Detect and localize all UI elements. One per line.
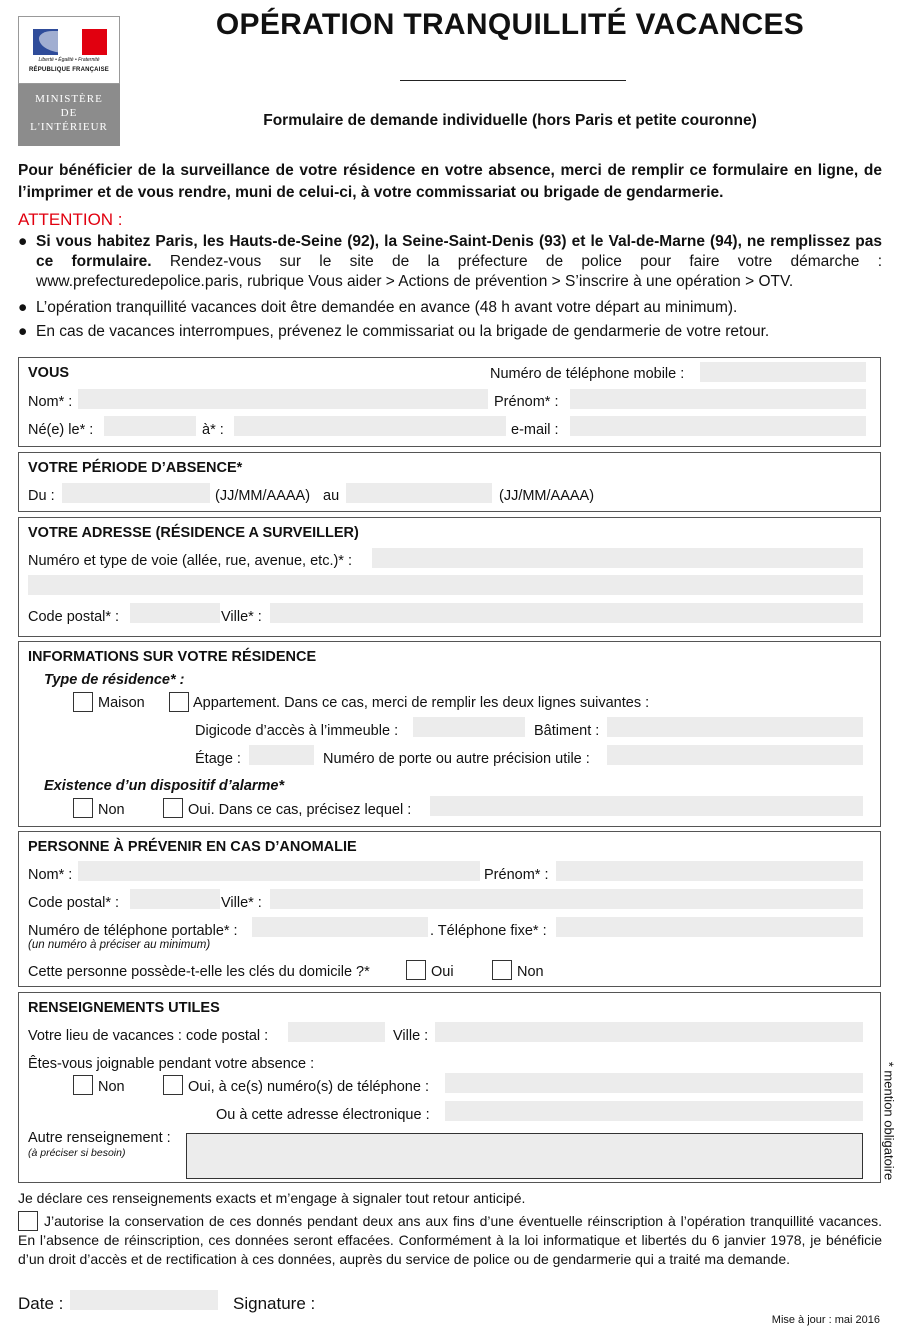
reachable-oui-checkbox[interactable] — [163, 1075, 183, 1095]
keys-question: Cette personne possède-t-elle les clés du domicile ?* — [28, 964, 370, 980]
date-field[interactable] — [70, 1290, 218, 1310]
page-subtitle: Formulaire de demande individuelle (hors Paris et petite couronne) — [263, 112, 757, 129]
vacation-city-label: Ville : — [393, 1028, 429, 1044]
reachable-non-label: Non — [98, 1079, 125, 1095]
voie-label: Numéro et type de voie (allée, rue, avenue, etc.)* : — [28, 553, 353, 569]
ministry-line2: DE — [60, 107, 78, 119]
etage-label: Étage : — [195, 751, 241, 767]
email-field[interactable] — [570, 416, 866, 436]
contact-fixe-label: . Téléphone fixe* : — [430, 923, 547, 939]
republique-logo — [18, 16, 120, 84]
section-adresse-title: VOTRE ADRESSE (RÉSIDENCE A SURVEILLER) — [28, 525, 359, 541]
logo-republic: RÉPUBLIQUE FRANÇAISE — [28, 67, 109, 73]
voie-field[interactable] — [372, 548, 863, 568]
other-info-label: Autre renseignement : — [28, 1130, 171, 1146]
mandatory-note-text: * mention obligatoire — [881, 1061, 897, 1181]
reachable-oui-label: Oui, à ce(s) numéro(s) de téléphone : — [188, 1079, 429, 1095]
bullet-interrupted — [18, 322, 882, 342]
voie-field-line2[interactable] — [28, 575, 863, 595]
ministry-line1: MINISTÈRE — [35, 93, 103, 105]
birthdate-field[interactable] — [104, 416, 196, 436]
end-date-format: (JJ/MM/AAAA) — [499, 488, 595, 504]
prenom-field[interactable] — [570, 389, 866, 409]
vacation-postcode-field[interactable] — [288, 1022, 385, 1042]
alarme-non-label: Non — [98, 802, 125, 818]
reachable-non-checkbox[interactable] — [73, 1075, 93, 1095]
section-residence-title: INFORMATIONS SUR VOTRE RÉSIDENCE — [28, 649, 317, 665]
contact-mobile-label: Numéro de téléphone portable* : — [28, 923, 238, 939]
reachable-phone-field[interactable] — [445, 1073, 863, 1093]
address-postcode-field[interactable] — [130, 603, 220, 623]
bullet-advance — [18, 298, 882, 318]
maison-checkbox[interactable] — [73, 692, 93, 712]
date-label: Date : — [18, 1294, 64, 1313]
bullet-paris — [18, 232, 882, 292]
vacation-city-field[interactable] — [435, 1022, 863, 1042]
batiment-label: Bâtiment : — [534, 723, 600, 739]
birthdate-label: Né(e) le* : — [28, 422, 94, 438]
appartement-checkbox[interactable] — [169, 692, 189, 712]
page-title: OPÉRATION TRANQUILLITÉ VACANCES — [215, 8, 805, 41]
section-personne-title: PERSONNE À PRÉVENIR EN CAS D’ANOMALIE — [28, 839, 357, 855]
section-renseignements-title: RENSEIGNEMENTS UTILES — [28, 1000, 220, 1016]
bullet-interrupted-text: En cas de vacances interrompues, prévenez le commissariat ou la brigade de gendarmerie de votre retour. — [36, 323, 770, 340]
other-info-note: (à préciser si besoin) — [28, 1147, 126, 1159]
logo-motto: Liberté • Égalité • Fraternité — [38, 57, 100, 63]
contact-city-field[interactable] — [270, 889, 863, 909]
etage-field[interactable] — [249, 745, 314, 765]
section-periode-title: VOTRE PÉRIODE D’ABSENCE* — [28, 460, 243, 476]
address-city-label: Ville* : — [221, 609, 262, 625]
alarme-non-checkbox[interactable] — [73, 798, 93, 818]
declaration-text: Je déclare ces renseignements exacts et m’engage à signaler tout retour anticipé. — [18, 1190, 526, 1206]
reachable-email-field[interactable] — [445, 1101, 863, 1121]
au-label: au — [323, 488, 340, 504]
attention-label: ATTENTION : — [18, 210, 123, 229]
bullet-paris-bold: Si vous habitez Paris, les Hauts-de-Seine (92), la Seine-Saint-Denis (93) et le Val-de-Marne (94), ne remplissez pas ce formulaire. — [36, 233, 882, 270]
address-city-field[interactable] — [270, 603, 863, 623]
du-label: Du : — [28, 488, 55, 504]
contact-mobile-field[interactable] — [252, 917, 428, 937]
porte-field[interactable] — [607, 745, 863, 765]
keys-oui-label: Oui — [431, 964, 454, 980]
alarme-label: Existence d’un dispositif d’alarme* — [44, 778, 285, 794]
contact-postcode-field[interactable] — [130, 889, 220, 909]
vacation-postcode-label: Votre lieu de vacances : code postal : — [28, 1028, 269, 1044]
intro-text: Pour bénéficier de la surveillance de votre résidence en votre absence, merci de remplir ce formulaire en ligne, de l’imprimer et de vous rendre, muni de celui-ci, à votre commissariat ou brigade de gendarmerie. — [18, 162, 882, 201]
start-date-format: (JJ/MM/AAAA) — [215, 488, 311, 504]
contact-nom-label: Nom* : — [28, 867, 73, 883]
email-label: e-mail : — [511, 422, 559, 438]
nom-field[interactable] — [78, 389, 488, 409]
contact-nom-field[interactable] — [78, 861, 480, 881]
ministry-logo — [18, 84, 120, 146]
mobile-field[interactable] — [700, 362, 866, 382]
appartement-label: Appartement. Dans ce cas, merci de remplir les deux lignes suivantes : — [193, 695, 650, 711]
digicode-field[interactable] — [413, 717, 525, 737]
other-info-textarea[interactable] — [186, 1133, 863, 1179]
bullet-paris-rest: Rendez-vous sur le site de la préfecture de police pour faire votre démarche : www.prefecturedepolice.paris, rubrique Vous aider > Actions de prévention > S’inscrire à une opération > OTV. — [36, 253, 882, 290]
address-postcode-label: Code postal* : — [28, 609, 120, 625]
type-residence-label: Type de résidence* : — [44, 672, 185, 688]
mobile-label: Numéro de téléphone mobile : — [490, 366, 685, 382]
prenom-label: Prénom* : — [494, 394, 559, 410]
porte-label: Numéro de porte ou autre précision utile : — [323, 751, 590, 767]
title-divider — [400, 80, 626, 81]
bullet-advance-text: L’opération tranquillité vacances doit être demandée en avance (48 h avant votre départ au minimum). — [36, 299, 738, 316]
alarme-oui-checkbox[interactable] — [163, 798, 183, 818]
contact-prenom-field[interactable] — [556, 861, 863, 881]
section-vous-title: VOUS — [28, 365, 70, 381]
end-date-field[interactable] — [346, 483, 492, 503]
alarme-oui-label: Oui. Dans ce cas, précisez lequel : — [188, 802, 412, 818]
contact-postcode-label: Code postal* : — [28, 895, 120, 911]
nom-label: Nom* : — [28, 394, 73, 410]
keys-oui-checkbox[interactable] — [406, 960, 426, 980]
contact-phone-note: (un numéro à préciser au minimum) — [28, 939, 211, 951]
keys-non-checkbox[interactable] — [492, 960, 512, 980]
contact-fixe-field[interactable] — [556, 917, 863, 937]
update-date: Mise à jour : mai 2016 — [771, 1314, 880, 1326]
alarme-field[interactable] — [430, 796, 863, 816]
reachable-email-label: Ou à cette adresse électronique : — [216, 1107, 430, 1123]
bullet-icon: ● — [18, 233, 28, 250]
start-date-field[interactable] — [62, 483, 210, 503]
batiment-field[interactable] — [607, 717, 863, 737]
reachable-question: Êtes-vous joignable pendant votre absence : — [28, 1056, 315, 1072]
ministry-line3: L'INTÉRIEUR — [30, 121, 108, 133]
contact-prenom-label: Prénom* : — [484, 867, 549, 883]
consent-text: J’autorise la conservation de ces donnés pendant deux ans aux fins d’une éventuelle réinscription à l’opération tranquillité vacances. En l’absence de réinscription, ces données seront effacées. Conformément à la loi informatique et libertés du 6 janvier 1978, je bénéficie d’un droit d’accès et de rectification à ces données, auprès du service de police ou de gendarmerie qui a traité ma demande. — [18, 1213, 882, 1267]
mandatory-note — [874, 1060, 904, 1182]
birthplace-label: à* : — [202, 422, 224, 438]
signature-label: Signature : — [233, 1294, 316, 1313]
bullet-icon: ● — [18, 299, 28, 316]
keys-non-label: Non — [517, 964, 544, 980]
birthplace-field[interactable] — [234, 416, 506, 436]
digicode-label: Digicode d’accès à l’immeuble : — [195, 723, 399, 739]
maison-label: Maison — [98, 695, 145, 711]
bullet-icon: ● — [18, 323, 28, 340]
contact-city-label: Ville* : — [221, 895, 262, 911]
